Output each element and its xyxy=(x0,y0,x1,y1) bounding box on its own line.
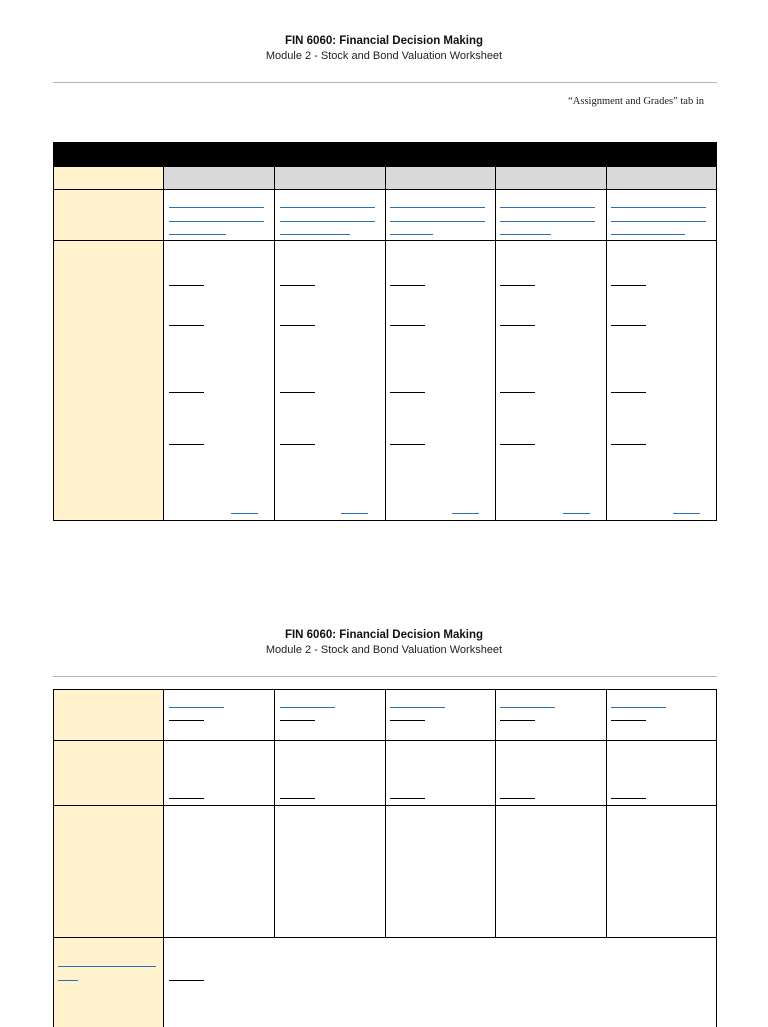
data-cell[interactable] xyxy=(606,240,717,521)
link-underline[interactable] xyxy=(280,207,375,208)
link-underline[interactable] xyxy=(673,513,700,514)
data-cell[interactable] xyxy=(385,740,496,806)
answer-blank[interactable] xyxy=(169,285,204,286)
link-underline[interactable] xyxy=(611,234,685,235)
page-1-divider xyxy=(53,82,717,83)
link-underline[interactable] xyxy=(169,221,264,222)
link-underline[interactable] xyxy=(500,221,595,222)
answer-blank[interactable] xyxy=(611,444,646,445)
data-cell[interactable] xyxy=(385,805,496,938)
answer-blank[interactable] xyxy=(500,798,535,799)
table-title-bar xyxy=(53,142,717,166)
data-cell[interactable] xyxy=(606,805,717,938)
page-1-subtitle: Module 2 - Stock and Bond Valuation Worksheet xyxy=(265,50,503,62)
answer-blank[interactable] xyxy=(280,325,315,326)
answer-blank[interactable] xyxy=(390,798,425,799)
link-underline[interactable] xyxy=(280,221,375,222)
answer-blank[interactable] xyxy=(500,444,535,445)
answer-blank[interactable] xyxy=(500,325,535,326)
header-cell xyxy=(495,166,607,190)
answer-blank[interactable] xyxy=(390,392,425,393)
answer-blank[interactable] xyxy=(390,444,425,445)
header-cell xyxy=(274,166,386,190)
link-underline[interactable] xyxy=(341,513,368,514)
link-underline[interactable] xyxy=(231,513,258,514)
answer-blank[interactable] xyxy=(390,720,425,721)
page-2-subtitle: Module 2 - Stock and Bond Valuation Worksheet xyxy=(265,644,503,656)
link-underline[interactable] xyxy=(500,207,595,208)
data-cell[interactable] xyxy=(163,689,275,741)
header-cell xyxy=(163,166,275,190)
label-cell xyxy=(53,189,164,241)
answer-blank[interactable] xyxy=(611,285,646,286)
link-underline[interactable] xyxy=(611,207,706,208)
data-cell[interactable] xyxy=(274,240,386,521)
answer-blank[interactable] xyxy=(280,285,315,286)
data-cell[interactable] xyxy=(274,805,386,938)
header-cell xyxy=(606,166,717,190)
answer-blank[interactable] xyxy=(390,325,425,326)
data-cell[interactable] xyxy=(385,689,496,741)
answer-blank[interactable] xyxy=(280,444,315,445)
page-1-title: FIN 6060: Financial Decision Making xyxy=(284,35,484,47)
data-cell[interactable] xyxy=(495,240,607,521)
label-cell xyxy=(53,240,164,521)
answer-blank[interactable] xyxy=(611,392,646,393)
answer-blank[interactable] xyxy=(169,392,204,393)
link-underline[interactable] xyxy=(452,513,479,514)
link-underline[interactable] xyxy=(169,234,226,235)
answer-blank[interactable] xyxy=(169,798,204,799)
data-cell[interactable] xyxy=(163,240,275,521)
answer-blank[interactable] xyxy=(169,720,204,721)
link-underline[interactable] xyxy=(169,707,224,708)
answer-blank[interactable] xyxy=(500,285,535,286)
merged-data-cell[interactable] xyxy=(163,937,717,1027)
answer-blank[interactable] xyxy=(280,392,315,393)
link-underline[interactable] xyxy=(280,234,350,235)
data-cell[interactable] xyxy=(606,740,717,806)
page-2-title: FIN 6060: Financial Decision Making xyxy=(284,629,484,641)
link-underline[interactable] xyxy=(500,707,555,708)
answer-blank[interactable] xyxy=(611,798,646,799)
label-cell xyxy=(53,166,164,190)
link-underline[interactable] xyxy=(611,707,666,708)
answer-blank[interactable] xyxy=(611,720,646,721)
link-underline[interactable] xyxy=(280,707,335,708)
link-underline[interactable] xyxy=(390,207,485,208)
answer-blank[interactable] xyxy=(280,798,315,799)
label-cell xyxy=(53,740,164,806)
answer-blank[interactable] xyxy=(169,980,204,981)
header-cell xyxy=(385,166,496,190)
assignment-note: “Assignment and Grades” tab in xyxy=(568,96,704,107)
data-cell[interactable] xyxy=(606,689,717,741)
link-underline[interactable] xyxy=(390,221,485,222)
link-underline[interactable] xyxy=(390,707,445,708)
data-cell[interactable] xyxy=(385,240,496,521)
data-cell[interactable] xyxy=(495,740,607,806)
link-underline[interactable] xyxy=(500,234,551,235)
data-cell[interactable] xyxy=(163,740,275,806)
data-cell[interactable] xyxy=(495,805,607,938)
label-cell xyxy=(53,937,164,1027)
label-cell xyxy=(53,689,164,741)
link-underline[interactable] xyxy=(58,980,78,981)
data-cell[interactable] xyxy=(274,740,386,806)
data-cell[interactable] xyxy=(274,689,386,741)
page-2-divider xyxy=(53,676,717,677)
answer-blank[interactable] xyxy=(500,720,535,721)
answer-blank[interactable] xyxy=(500,392,535,393)
data-cell[interactable] xyxy=(495,689,607,741)
data-cell[interactable] xyxy=(163,805,275,938)
answer-blank[interactable] xyxy=(169,325,204,326)
answer-blank[interactable] xyxy=(611,325,646,326)
link-underline[interactable] xyxy=(611,221,706,222)
link-underline[interactable] xyxy=(563,513,590,514)
answer-blank[interactable] xyxy=(390,285,425,286)
link-underline[interactable] xyxy=(390,234,433,235)
link-underline[interactable] xyxy=(58,966,156,967)
answer-blank[interactable] xyxy=(169,444,204,445)
answer-blank[interactable] xyxy=(280,720,315,721)
label-cell xyxy=(53,805,164,938)
link-underline[interactable] xyxy=(169,207,264,208)
